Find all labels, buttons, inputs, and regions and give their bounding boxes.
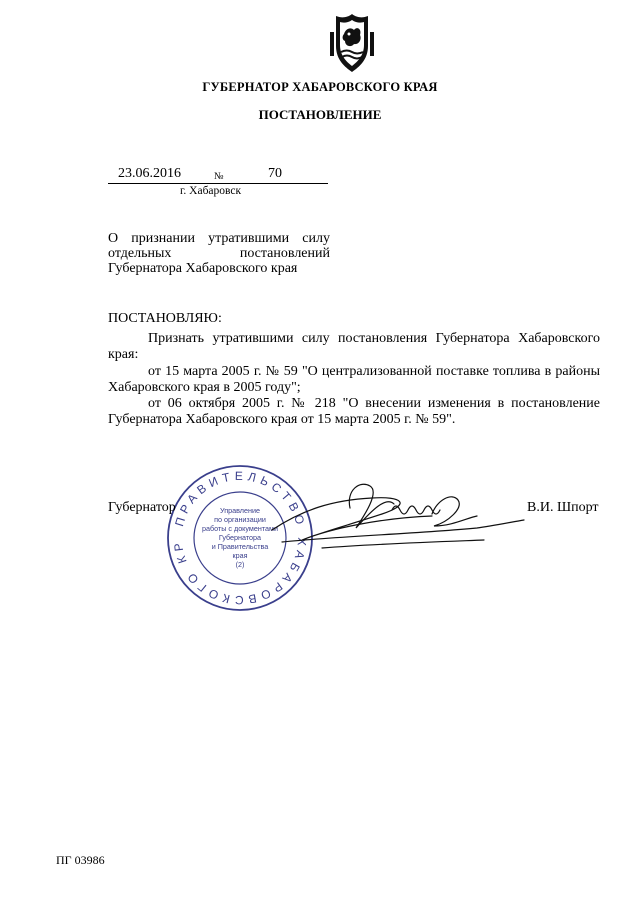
issuer-title: ГУБЕРНАТОР ХАБАРОВСКОГО КРАЯ [202, 80, 438, 94]
handwritten-signature [262, 470, 527, 560]
stamp-line: (2) [235, 560, 245, 569]
coat-of-arms-icon [327, 12, 377, 74]
registration-underline [108, 183, 328, 184]
body-paragraph: Признать утратившими силу постановления Губернатора Хабаровского края: [108, 331, 600, 363]
body-paragraph: от 06 октября 2005 г. № 218 "О внесении изменения в постановление Губернатора Хабаровского края от 15 марта 2005 г. № 59". [108, 396, 600, 428]
stamp-ring-text: ПРАВИТЕЛЬСТВО ХАБАРОВСКОГО КР [170, 468, 310, 608]
document-city: г. Хабаровск [180, 185, 242, 197]
document-number: 70 [268, 166, 282, 181]
body-paragraph: от 15 марта 2005 г. № 59 "О централизованной поставке топлива в районы Хабаровского края в 2005 году"; [108, 363, 600, 395]
document-body [108, 311, 600, 428]
signer-name: В.И. Шпорт [527, 500, 599, 515]
stamp-line: края [232, 551, 248, 560]
stamp-line: по организации [214, 515, 266, 524]
document-subject: О признании утратившими силу отдельных постановлений Губернатора Хабаровского края [108, 231, 330, 276]
form-code: ПГ 03986 [56, 853, 105, 867]
stamp-line: Управление [220, 506, 260, 515]
document-date: 23.06.2016 [118, 166, 181, 181]
stamp-line: и Правительства [211, 542, 269, 551]
signer-title: Губернатор [108, 500, 176, 515]
stamp-line: работы с документами [202, 524, 278, 533]
ordering-word: ПОСТАНОВЛЯЮ: [108, 311, 222, 326]
document-type: ПОСТАНОВЛЕНИЕ [258, 107, 382, 122]
number-sign: № [214, 171, 224, 182]
stamp-line: Губернатора [218, 533, 262, 542]
